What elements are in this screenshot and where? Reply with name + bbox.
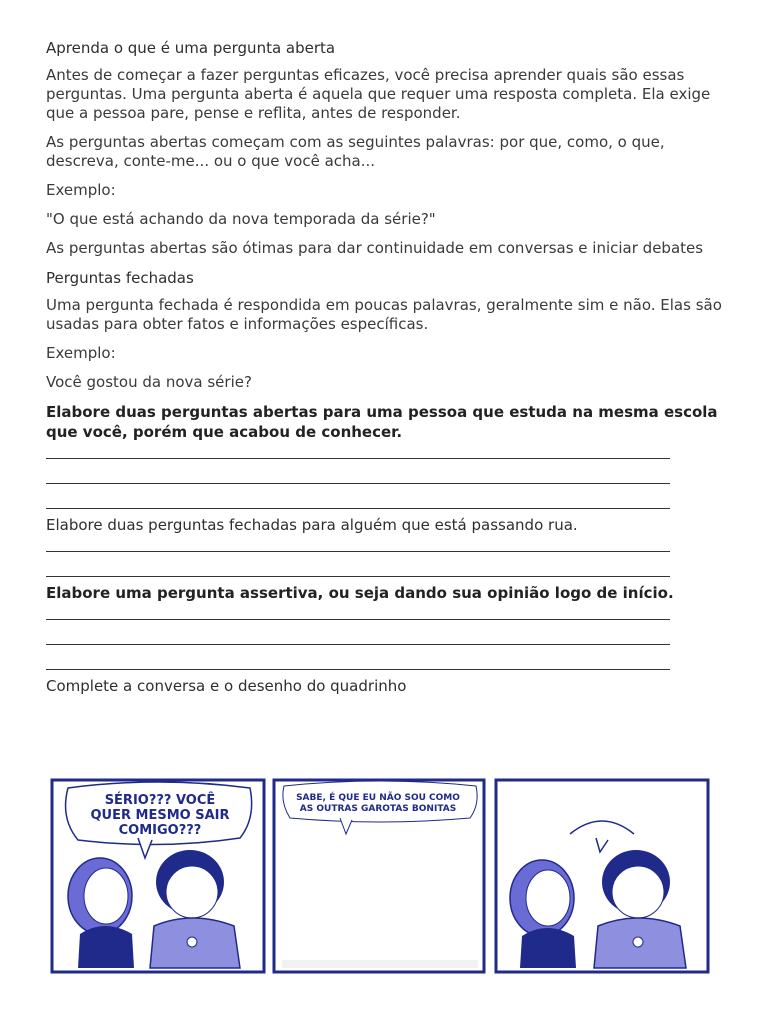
task-4-prompt: Complete a conversa e o desenho do quadrinho — [46, 677, 407, 695]
panel-1-line-2: QUER MESMO SAIR — [90, 808, 230, 823]
comic-panel-2 — [274, 780, 484, 972]
panel-1-line-3: COMIGO??? — [118, 823, 202, 838]
answer-line[interactable] — [46, 619, 670, 620]
answer-line[interactable] — [46, 576, 670, 577]
open-questions-paragraph-2: As perguntas abertas começam com as seguintes palavras: por que, como, o que, descreva, conte-me... ou o que você acha... — [46, 133, 665, 170]
answer-line[interactable] — [46, 669, 670, 670]
answer-line[interactable] — [46, 508, 670, 509]
comic-panel-1 — [52, 780, 264, 972]
answer-line[interactable] — [46, 483, 670, 484]
closed-questions-paragraph: Uma pergunta fechada é respondida em poucas palavras, geralmente sim e não. Elas são usadas para obter fatos e informações específicas. — [46, 296, 722, 333]
open-questions-title: Aprenda o que é uma pergunta aberta — [46, 39, 336, 57]
task-2-prompt: Elabore duas perguntas fechadas para alguém que está passando rua. — [46, 516, 578, 534]
closed-example-label: Exemplo: — [46, 344, 116, 362]
task-3-answer-lines — [46, 619, 726, 670]
answer-line[interactable] — [46, 644, 670, 645]
task-1-prompt: Elabore duas perguntas abertas para uma pessoa que estuda na mesma escola que você, porém que acabou de conhecer. — [46, 403, 718, 441]
task-1-answer-lines — [46, 458, 726, 509]
closed-questions-title: Perguntas fechadas — [46, 269, 194, 287]
panel-1-line-1: SÉRIO??? VOCÊ — [104, 793, 216, 808]
open-example-label: Exemplo: — [46, 181, 116, 199]
worksheet — [46, 38, 726, 704]
task-2-answer-lines — [46, 551, 726, 577]
task-3-prompt: Elabore uma pergunta assertiva, ou seja dando sua opinião logo de início. — [46, 584, 674, 602]
panel-2-line-1: SABE, É QUE EU NÃO SOU COMO — [296, 793, 460, 803]
panel-2-line-2: AS OUTRAS GAROTAS BONITAS — [299, 804, 457, 814]
answer-line[interactable] — [46, 551, 670, 552]
comic-strip — [50, 778, 710, 976]
open-example: "O que está achando da nova temporada da série?" — [46, 210, 436, 228]
answer-line[interactable] — [46, 458, 670, 459]
open-questions-paragraph-1: Antes de começar a fazer perguntas eficazes, você precisa aprender quais são essas perguntas. Uma pergunta aberta é aquela que requer uma resposta completa. Ela exige que a pessoa pare, pense e reflita, antes de responder. — [46, 66, 711, 122]
comic-panel-3 — [496, 780, 708, 972]
open-questions-paragraph-3: As perguntas abertas são ótimas para dar continuidade em conversas e iniciar debates — [46, 239, 704, 257]
empty-drawing-area[interactable] — [282, 960, 478, 968]
closed-example: Você gostou da nova série? — [46, 373, 252, 391]
